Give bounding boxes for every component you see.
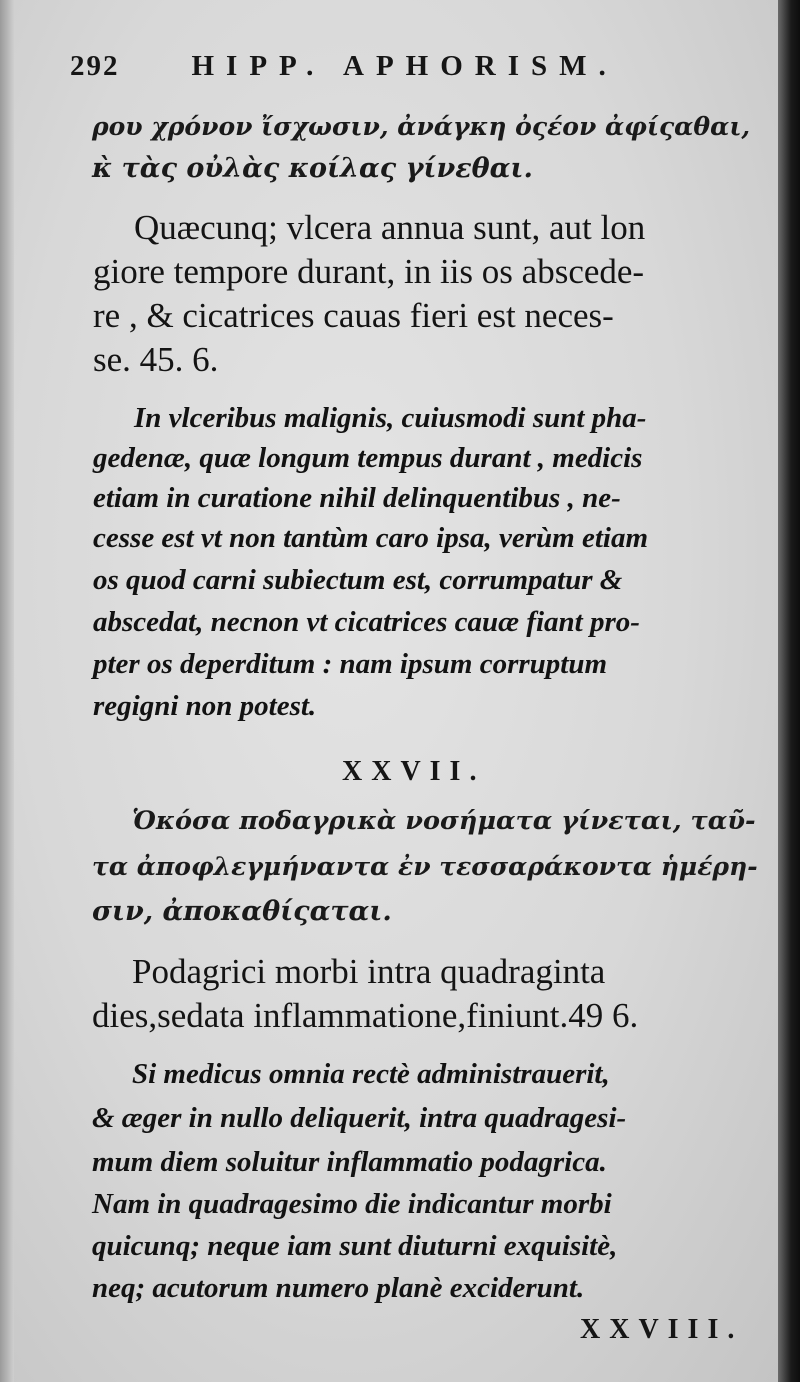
section-heading: XXVIII. <box>580 1314 744 1345</box>
aphorism-line: dies,sedata inflammatione,finiunt.49 6. <box>92 996 639 1035</box>
commentary-line: pter os deperditum : nam ipsum corruptum <box>93 648 608 680</box>
greek-line: Ὁκόσα ποδαγρικὰ νοσήματα γίνεται, ταῦ- <box>132 806 756 836</box>
aphorism-line: re , & cicatrices cauas fieri est neces- <box>93 296 614 335</box>
commentary-line: regigni non potest. <box>93 690 317 722</box>
running-title: HIPP. APHORISM. <box>191 50 618 82</box>
commentary-line: abscedat, necnon vt cicatrices cauæ fiant pro- <box>93 606 640 638</box>
commentary-line: quicunq; neque iam sunt diuturni exquisitè, <box>92 1230 618 1262</box>
commentary-line: etiam in curatione nihil delinquentibus , ne- <box>93 482 621 514</box>
aphorism-line: se. 45. 6. <box>93 340 219 379</box>
aphorism-line: Podagrici morbi intra quadraginta <box>132 952 606 991</box>
page-number: 292 <box>70 50 120 82</box>
aphorism-line: giore tempore durant, in iis os abscede- <box>93 252 645 291</box>
page-gutter-shadow <box>0 0 14 1382</box>
commentary-line: neq; acutorum numero planè exciderunt. <box>92 1272 585 1304</box>
commentary-line: cesse est vt non tantùm caro ipsa, verùm etiam <box>93 522 649 554</box>
commentary-line: Si medicus omnia rectè administrauerit, <box>132 1058 610 1090</box>
greek-line: κ̀ τὰς οὐλὰς κοίλας γίνεθαι. <box>92 153 533 184</box>
commentary-line: In vlceribus malignis, cuiusmodi sunt pha- <box>134 402 647 434</box>
commentary-line: mum diem soluitur inflammatio podagrica. <box>92 1146 607 1178</box>
greek-line: ρου χρόνον ἴσχωσιν, ἀνάγκη ὀςέον ἀφίςαθαι, <box>92 112 751 141</box>
commentary-line: os quod carni subiectum est, corrumpatur & <box>93 564 623 596</box>
running-header <box>70 50 618 83</box>
commentary-line: gedenæ, quæ longum tempus durant , medicis <box>93 442 643 474</box>
greek-line: τα ἀποφλεγμήναντα ἐν τεσσαράκοντα ἡμέρη- <box>92 852 758 881</box>
commentary-line: Nam in quadragesimo die indicantur morbi <box>92 1188 612 1220</box>
aphorism-line: Quæcunq; vlcera annua sunt, aut lon <box>134 208 646 247</box>
section-heading: XXVII. <box>342 756 486 787</box>
page-edge-shadow <box>778 0 800 1382</box>
commentary-line: & æger in nullo deliquerit, intra quadragesi- <box>92 1102 627 1134</box>
greek-line: σιν, ἀποκαθίςαται. <box>92 896 392 927</box>
